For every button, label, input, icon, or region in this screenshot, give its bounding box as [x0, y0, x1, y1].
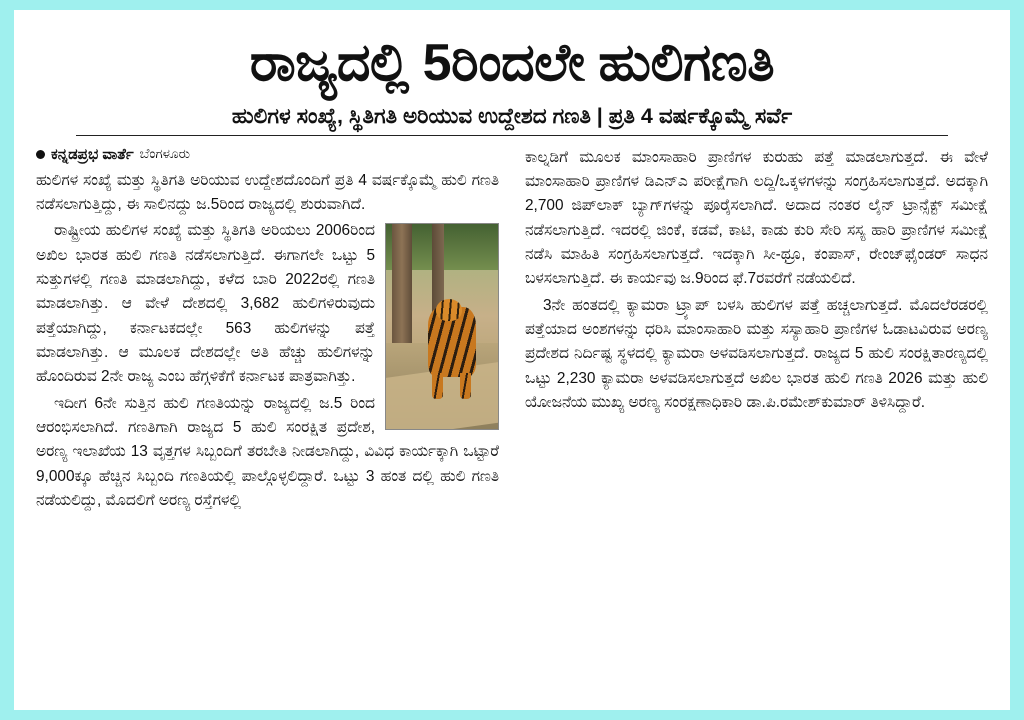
byline-source: ಕನ್ನಡಪ್ರಭ ವಾರ್ತೆ	[51, 145, 134, 163]
paragraph: 3ನೇ ಹಂತದಲ್ಲಿ ಕ್ಯಾಮರಾ ಟ್ರ್ಯಾಪ್‌ ಬಳಸಿ ಹುಲಿಗಳ ಪತ್ತೆ ಹಚ್ಚಲಾಗುತ್ತದೆ. ಮೊದಲೆರಡರಲ್ಲಿ ಪತ್ತೆಯಾದ ಅಂಶಗಳನ್ನು ಧರಿಸಿ ಮಾಂಸಾಹಾರಿ ಮತ್ತು ಸಸ್ಯಾಹಾರಿ ಪ್ರಾಣಿಗಳ ಓಡಾಟವಿರುವ ಅರಣ್ಯ ಪ್ರದೇಶದ ನಿರ್ದಿಷ್ಟ ಸ್ಥಳದಲ್ಲಿ ಕ್ಯಾಮರಾ ಅಳವಡಿಸಲಾಗುತ್ತದೆ. ರಾಜ್ಯದ 5 ಹುಲಿ ಸಂರಕ್ಷಿತಾರಣ್ಯದಲ್ಲಿ ಒಟ್ಟು 2,230 ಕ್ಯಾಮರಾ ಅಳವಡಿಸಲಾಗುತ್ತದೆ ಅಖಿಲ ಭಾರತ ಹುಲಿ ಗಣತಿ 2026 ಮತ್ತು ಹುಲಿ ಯೋಜನೆಯ ಮುಖ್ಯ ಅರಣ್ಯ ಸಂರಕ್ಷಣಾಧಿಕಾರಿ ಡಾ.ಪಿ.ರಮೇಶ್‌ಕುಮಾರ್‌ ತಿಳಿಸಿದ್ದಾರೆ.	[525, 296, 988, 412]
page-title: ರಾಜ್ಯದಲ್ಲಿ 5ರಿಂದಲೇ ಹುಲಿಗಣತಿ	[249, 34, 775, 92]
tree-trunk	[392, 224, 412, 344]
tiger-photo	[385, 223, 499, 430]
byline-place: ಬೆಂಗಳೂರು	[139, 146, 191, 162]
right-column	[525, 146, 988, 516]
left-column	[36, 146, 499, 516]
paragraph: ಇದೀಗ 6ನೇ ಸುತ್ತಿನ ಹುಲಿ ಗಣತಿಯನ್ನು ರಾಜ್ಯದಲ್ಲಿ ಜ.5 ರಿಂದ ಆರಂಭಿಸಲಾಗಿದೆ. ಗಣತಿಗಾಗಿ ರಾಜ್ಯದ 5 ಹುಲಿ ಸಂರಕ್ಷಿತ ಪ್ರದೇಶ, ಅರಣ್ಯ ಇಲಾಖೆಯ 13 ವೃತ್ತಗಳ ಸಿಬ್ಬಂದಿಗೆ ತರಬೇತಿ ನೀಡಲಾಗಿದ್ದು, ವಿವಿಧ ಕಾರ್ಯಕ್ಕಾಗಿ ಒಟ್ಟಾರೆ 9,000ಕ್ಕೂ ಹೆಚ್ಚಿನ ಸಿಬ್ಬಂದಿ ಗಣತಿಯಲ್ಲಿ ಪಾಲ್ಗೊಳ್ಳಲಿದ್ದಾರೆ. ಒಟ್ಟು 3 ಹಂತ ದಲ್ಲಿ ಹುಲಿ ಗಣತಿ ನಡೆಯಲಿದ್ದು, ಮೊದಲಿಗೆ ಅರಣ್ಯ ರಸ್ತೆಗಳಲ್ಲಿ	[36, 394, 499, 510]
divider	[76, 135, 948, 136]
newspaper-page	[14, 10, 1010, 710]
tiger-leg-right	[460, 373, 471, 399]
article-columns	[36, 146, 988, 516]
subheadline: ಹುಲಿಗಳ ಸಂಖ್ಯೆ, ಸ್ಥಿತಿಗತಿ ಅರಿಯುವ ಉದ್ದೇಶದ ಗಣತಿ | ಪ್ರತಿ 4 ವರ್ಷಕ್ಕೊಮ್ಮೆ ಸರ್ವೆ	[231, 103, 793, 128]
byline	[36, 146, 499, 163]
bullet-icon	[36, 150, 45, 159]
paragraph: ರಾಷ್ಟ್ರೀಯ ಹುಲಿಗಳ ಸಂಖ್ಯೆ ಮತ್ತು ಸ್ಥಿತಿಗತಿ ಅರಿಯಲು 2006ರಿಂದ ಅಖಿಲ ಭಾರತ ಹುಲಿ ಗಣತಿ ನಡೆಸಲಾಗುತ್ತಿದೆ. ಈಗಾಗಲೇ ಒಟ್ಟು 5 ಸುತ್ತುಗಳಲ್ಲಿ ಗಣತಿ ಮಾಡಲಾಗಿದ್ದು, ಕಳೆದ ಬಾರಿ 2022ರಲ್ಲಿ ಗಣತಿ ಮಾಡಲಾಗಿತ್ತು. ಆ ವೇಳೆ ದೇಶದಲ್ಲಿ 3,682 ಹುಲಿಗಳಿರುವುದು ಪತ್ತೆಯಾಗಿದ್ದು, ಕರ್ನಾಟಕದಲ್ಲೇ 563 ಹುಲಿಗಳನ್ನು ಪತ್ತೆ ಮಾಡಲಾಗಿತ್ತು. ಆ ಮೂಲಕ ದೇಶದಲ್ಲೇ ಅತಿ ಹೆಚ್ಚು ಹುಲಿಗಳನ್ನು ಹೊಂದಿರುವ 2ನೇ ರಾಜ್ಯ ಎಂಬ ಹೆಗ್ಗಳಿಕೆಗೆ ಕರ್ನಾಟಕ ಪಾತ್ರವಾಗಿತ್ತು.	[36, 222, 375, 386]
paragraph: ಕಾಲ್ನಡಿಗೆ ಮೂಲಕ ಮಾಂಸಾಹಾರಿ ಪ್ರಾಣಿಗಳ ಕುರುಹು ಪತ್ತೆ ಮಾಡಲಾಗುತ್ತದೆ. ಈ ವೇಳೆ ಮಾಂಸಾಹಾರಿ ಪ್ರಾಣಿಗಳ ಡಿಎನ್‌ಎ ಪರೀಕ್ಷೆಗಾಗಿ ಲದ್ದಿ/ಒಕ್ಕಳಗಳನ್ನು ಸಂಗ್ರಹಿಸಲಾಗುತ್ತದೆ. ಅದಕ್ಕಾಗಿ 2,700 ಜಿಪ್‌ಲಾಕ್‌ ಬ್ಯಾಗ್‌ಗಳನ್ನು ಪೂರೈಸಲಾಗಿದೆ. ಅದಾದ ನಂತರ ಲೈನ್‌ ಟ್ರಾನ್ಸೆಕ್ಟ್‌ ಸಮೀಕ್ಷೆ ನಡೆಸಲಾಗುತ್ತಿದೆ. ಇದರಲ್ಲಿ ಜಿಂಕೆ, ಕಡವೆ, ಕಾಟಿ, ಕಾಡು ಕುರಿ ಸೇರಿ ಸಸ್ಯ ಹಾರಿ ಪ್ರಾಣಿಗಳ ಸಮೀಕ್ಷೆ ನಡೆಸಿ ಮಾಹಿತಿ ಸಂಗ್ರಹಿಸಲಾಗುತ್ತದೆ. ಇದಕ್ಕಾಗಿ ಸೀ-ಥ್ರೂ, ಕಂಪಾಸ್‌, ರೇಂಜ್‌ಫೈಂಡರ್‌ ಸಾಧನ ಬಳಸಲಾಗುತ್ತಿದೆ. ಈ ಕಾರ್ಯವು ಜ.9ರಿಂದ ಫೆ.7ರವರೆಗೆ ನಡೆಯಲಿದೆ.	[525, 148, 988, 288]
paragraph: ಹುಲಿಗಳ ಸಂಖ್ಯೆ ಮತ್ತು ಸ್ಥಿತಿಗತಿ ಅರಿಯುವ ಉದ್ದೇಶದೊಂದಿಗೆ ಪ್ರತಿ 4 ವರ್ಷಕ್ಕೊಮ್ಮೆ ಹುಲಿ ಗಣತಿ ನಡೆಸಲಾಗುತ್ತಿದ್ದು, ಈ ಸಾಲಿನದ್ದು ಜ.5ರಿಂದ ರಾಜ್ಯದಲ್ಲಿ ಶುರುವಾಗಿದೆ.	[36, 171, 499, 214]
tiger-head	[436, 299, 462, 321]
tiger-leg-left	[432, 373, 443, 399]
